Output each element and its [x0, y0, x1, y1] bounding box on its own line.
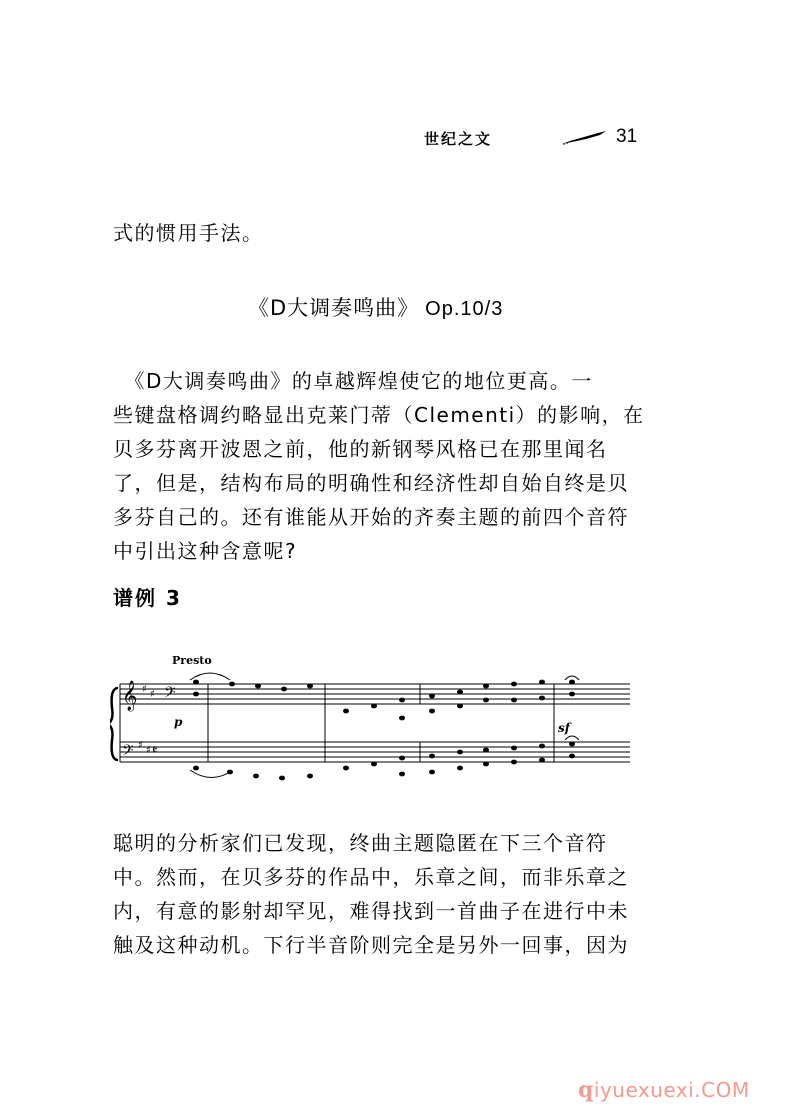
paragraph-line: 触及这种动机。下行半音阶则完全是另外一回事，因为	[113, 933, 629, 957]
example-label: 谱例 3	[113, 586, 182, 610]
page-number: 31	[616, 126, 638, 147]
fermata-icon	[565, 676, 579, 680]
tempo-marking: Presto	[172, 654, 212, 667]
series-title: 世纪之文	[424, 130, 493, 148]
quill-icon	[560, 130, 608, 146]
watermark-text: iyuexuexi.COM	[593, 1078, 750, 1102]
sharp-icon: ♯	[138, 740, 143, 751]
fermata-icon	[565, 736, 579, 740]
paragraph-line: 内，有意的影射却罕见，难得找到一首曲子在进行中未	[113, 899, 629, 923]
paragraph-line: 些键盘格调约略显出克莱门蒂（Clementi）的影响，在	[113, 403, 645, 427]
paragraph-line: 贝多芬离开波恩之前，他的新钢琴风格已在那里闻名	[113, 437, 608, 461]
section-title-work: 《D大调奏鸣曲》	[248, 296, 420, 320]
bass-clef-icon: 𝄢	[164, 684, 176, 705]
paragraph-2	[113, 826, 673, 962]
dynamic-piano: p	[174, 715, 183, 729]
slur-icon	[190, 673, 230, 680]
paragraph-line: 聪明的分析家们已发现，终曲主题隐匿在下三个音符	[113, 831, 608, 855]
section-title-opus: Op.10/3	[425, 298, 504, 320]
running-head	[420, 126, 660, 156]
cut-time-icon: 𝄵	[152, 743, 158, 757]
sharp-icon: ♯	[146, 745, 151, 756]
carryover-line: 式的惯用手法。	[113, 221, 264, 245]
bass-clef-icon: 𝄢	[122, 742, 134, 763]
dynamic-sforzando: sf	[558, 721, 570, 735]
slur-icon	[190, 770, 230, 778]
paragraph-line: 了，但是，结构布局的明确性和经济性却自始自终是贝	[113, 471, 629, 495]
sharp-icon: ♯	[150, 689, 155, 700]
watermark-initial: q	[578, 1077, 594, 1103]
sharp-icon: ♯	[142, 684, 147, 695]
paragraph-line: 《D大调奏鸣曲》的卓越辉煌使它的地位更高。一	[113, 369, 593, 393]
music-score	[110, 648, 630, 798]
watermark	[578, 1077, 750, 1103]
paragraph-line: 中。然而，在贝多芬的作品中，乐章之间，而非乐章之	[113, 865, 629, 889]
paragraph-line: 中引出这种含意呢?	[113, 539, 298, 563]
section-title	[248, 292, 503, 322]
treble-clef-icon: 𝄞	[122, 681, 138, 711]
paragraph-line: 多芬自己的。还有谁能从开始的齐奏主题的前四个音符	[113, 505, 629, 529]
brace-icon	[110, 688, 118, 760]
paragraph-1	[113, 364, 673, 568]
